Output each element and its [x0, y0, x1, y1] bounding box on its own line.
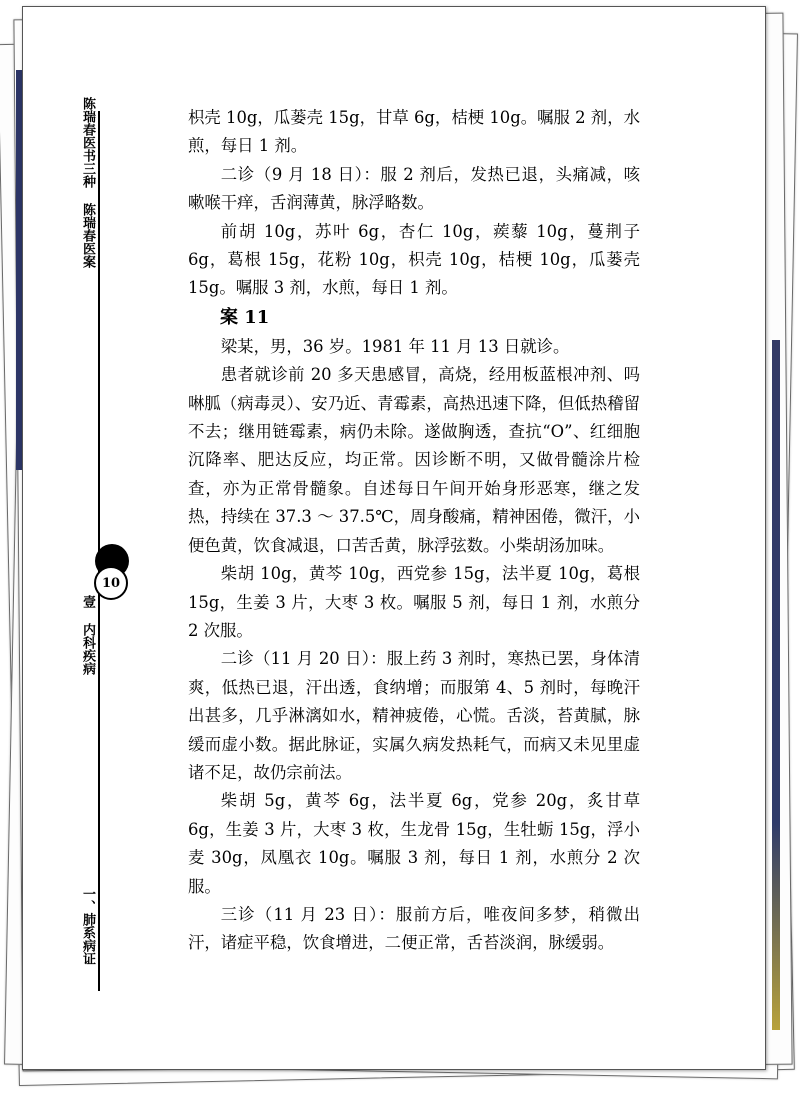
paragraph: 二诊（9 月 18 日）：服 2 剂后，发热已退，头痛减，咳嗽喉干痒，舌润薄黄，脉浮略数。 — [188, 164, 640, 213]
series-title: 陈瑞春医书三种 — [80, 97, 95, 188]
section-title: 壹 内科疾病 — [80, 595, 95, 675]
paragraph: 二诊（11 月 20 日）：服上药 3 剂时，寒热已罢，身体清爽，低热已退，汗出透，食纳增；而服第 4、5 剂时，每晚汗出甚多，几乎淋漓如水，精神疲倦，心慌。舌淡，苔黄腻，脉缓而虚小数。据此脉证，实属久病发热耗气，而病又未见里虚诸不足，故仍宗前法。 — [188, 649, 640, 782]
page-number: 10 — [94, 566, 128, 600]
paragraph: 梁某，男，36 岁。1981 年 11 月 13 日就诊。 — [220, 336, 570, 356]
paragraph: 柴胡 5g，黄芩 6g，法半夏 6g，党参 20g，炙甘草 6g，生姜 3 片，大枣 3 枚，生龙骨 15g，生牡蛎 15g，浮小麦 30g，凤凰衣 10g。嘱服 3 剂，每日 1 剂，水煎分 2 次服。 — [188, 791, 640, 896]
paragraph: 前胡 10g，苏叶 6g，杏仁 10g，蒺藜 10g，蔓荆子 6g，葛根 15g，花粉 10g，枳壳 10g，桔梗 10g，瓜蒌壳 15g。嘱服 3 剂，水煎，每日 1 剂。 — [188, 221, 640, 298]
chapter-title: 一、肺系病证 — [80, 887, 95, 965]
page-number-badge — [93, 544, 131, 591]
paragraph: 患者就诊前 20 多天患感冒，高烧，经用板蓝根冲剂、吗啉胍（病毒灵）、安乃近、青霉素，高热迅速下降，但低热稽留不去；继用链霉素，病仍未除。遂做胸透，查抗“O”、红细胞沉降率、肥达反应，均正常。因诊断不明，又做骨髓涂片检查，亦为正常骨髓象。自述每日午间开始身形恶寒，继之发热，持续在 37.3 ～ 37.5℃，周身酸痛，精神困倦，微汗，小便色黄，饮食减退，口苦舌黄，脉浮弦数。小柴胡汤加味。 — [188, 365, 640, 555]
case-heading: 案 11 — [220, 306, 270, 328]
paragraph: 柴胡 10g，黄芩 10g，西党参 15g，法半夏 10g，葛根 15g，生姜 3 片，大枣 3 枚。嘱服 5 剂，每日 1 剂，水煎分 2 次服。 — [188, 564, 640, 640]
book-title: 陈瑞春医案 — [80, 203, 95, 268]
body-text — [188, 104, 640, 958]
book-cover-edge — [772, 340, 780, 1030]
paragraph: 三诊（11 月 23 日）：服前方后，唯夜间多梦，稍微出汗，诸症平稳，饮食增进，二便正常，舌苔淡润，脉缓弱。 — [188, 904, 640, 953]
paragraph: 枳壳 10g，瓜蒌壳 15g，甘草 6g，桔梗 10g。嘱服 2 剂，水煎，每日 1 剂。 — [188, 108, 640, 156]
